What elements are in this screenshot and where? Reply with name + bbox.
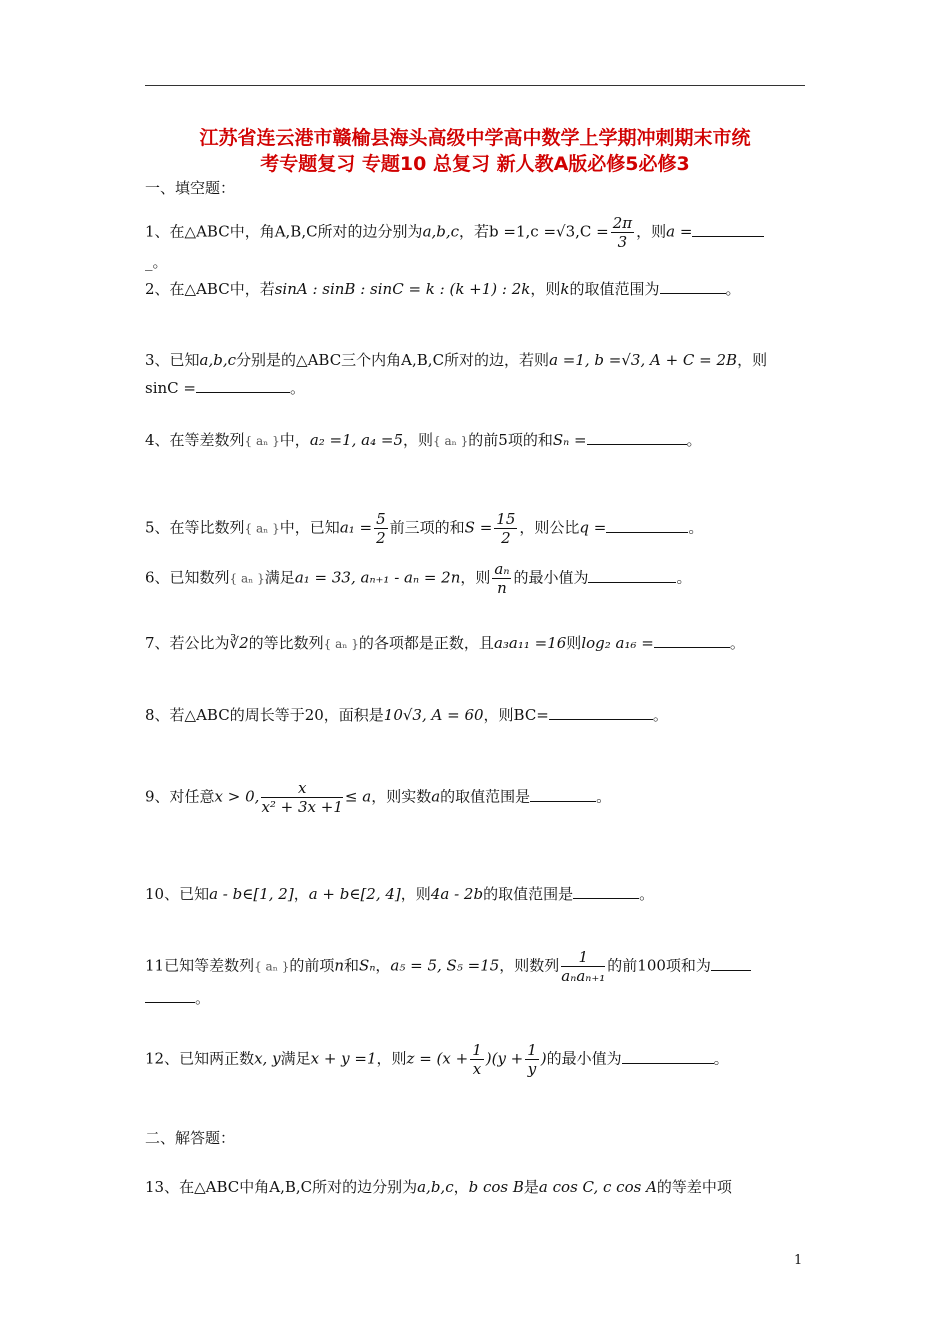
question-9: 9、对任意x > 0, $\frac{x}{\text{x² + 3x +1}}$ ≤ a，则实数a的取值范围是 。 xyxy=(145,779,612,816)
doc-title-line2: 考专题复习 专题10 总复习 新人教A版必修5必修3 xyxy=(260,153,690,175)
question-12: 12、已知两正数x, y满足x + y =1，则z = (x + $\frac{1}{x}$ )(y + $\frac{1}{y}$ )的最小值为 。 xyxy=(145,1041,729,1078)
question-1-cont: _。 xyxy=(145,253,168,271)
question-11: 11已知等差数列{ aₙ }的前项n和Sₙ，a₅ = 5, S₅ =15，则数列 $\frac{1}{\text{aₙaₙ₊₁}}$ 的前100项和为 xyxy=(145,948,805,985)
fraction: $\frac{2\pi}{3}$ xyxy=(612,214,633,251)
answer-blank[interactable] xyxy=(622,1049,714,1064)
answer-blank[interactable] xyxy=(530,787,596,802)
question-13: 13、在△ABC中角A,B,C所对的边分别为a,b,c，b cos B是a cos C, c cos A的等差中项 xyxy=(145,1178,732,1196)
answer-blank[interactable] xyxy=(606,518,688,533)
question-7: 7、若公比为∛2的等比数列{ aₙ }的各项都是正数，且a₃a₁₁ =16则log₂ a₁₆ = 。 xyxy=(145,634,745,652)
question-2: 2、在△ABC中，若sinA : sinB : sinC = k : (k +1) : 2k，则k的取值范围为 。 xyxy=(145,280,741,298)
question-4: 4、在等差数列{ aₙ }中，a₂ =1, a₄ =5，则{ aₙ }的前5项的和Sₙ = 。 xyxy=(145,431,702,449)
question-6: 6、已知数列{ aₙ }满足a₁ = 33, aₙ₊₁ - aₙ = 2n，则 $\frac{\text{aₙ}}{n}$ 的最小值为 。 xyxy=(145,560,692,597)
answer-blank[interactable] xyxy=(588,568,676,583)
question-3: 3、已知a,b,c分别是的△ABC三个内角A,B,C所对的边，若则a =1, b =√3, A + C = 2B，则 xyxy=(145,351,768,369)
question-3-cont: sinC = 。 xyxy=(145,379,305,397)
answer-blank[interactable] xyxy=(587,430,687,445)
question-1: 1、在△ABC中，角A,B,C所对的边分别为a,b,c，若b =1,c =√3,C = $\frac{2\pi}{3}$ ，则a = xyxy=(145,214,805,251)
doc-title-line1: 江苏省连云港市赣榆县海头高级中学高中数学上学期冲刺期末市统 xyxy=(199,127,751,149)
question-8: 8、若△ABC的周长等于20，面积是10√3, A = 60，则BC= 。 xyxy=(145,706,668,724)
answer-blank[interactable] xyxy=(660,279,726,294)
question-10: 10、已知a - b∈[1, 2]，a + b∈[2, 4]，则4a - 2b的取值范围是 。 xyxy=(145,885,655,903)
section-fill-in: 一、填空题： xyxy=(145,179,236,197)
question-5: 5、在等比数列{ aₙ }中，已知a₁ = $\frac{5}{2}$ 前三项的和S = $\frac{15}{2}$ ，则公比q = 。 xyxy=(145,510,704,547)
answer-blank[interactable] xyxy=(549,705,653,720)
answer-blank[interactable] xyxy=(196,378,290,393)
answer-blank[interactable] xyxy=(145,988,195,1003)
top-rule xyxy=(145,85,805,86)
answer-blank[interactable] xyxy=(573,884,639,899)
answer-blank[interactable] xyxy=(654,633,730,648)
answer-blank[interactable] xyxy=(692,222,764,237)
page-number: 1 xyxy=(794,1253,803,1268)
section-solve: 二、解答题： xyxy=(145,1129,236,1147)
question-11-cont: 。 xyxy=(145,988,805,1008)
answer-blank[interactable] xyxy=(711,956,751,971)
